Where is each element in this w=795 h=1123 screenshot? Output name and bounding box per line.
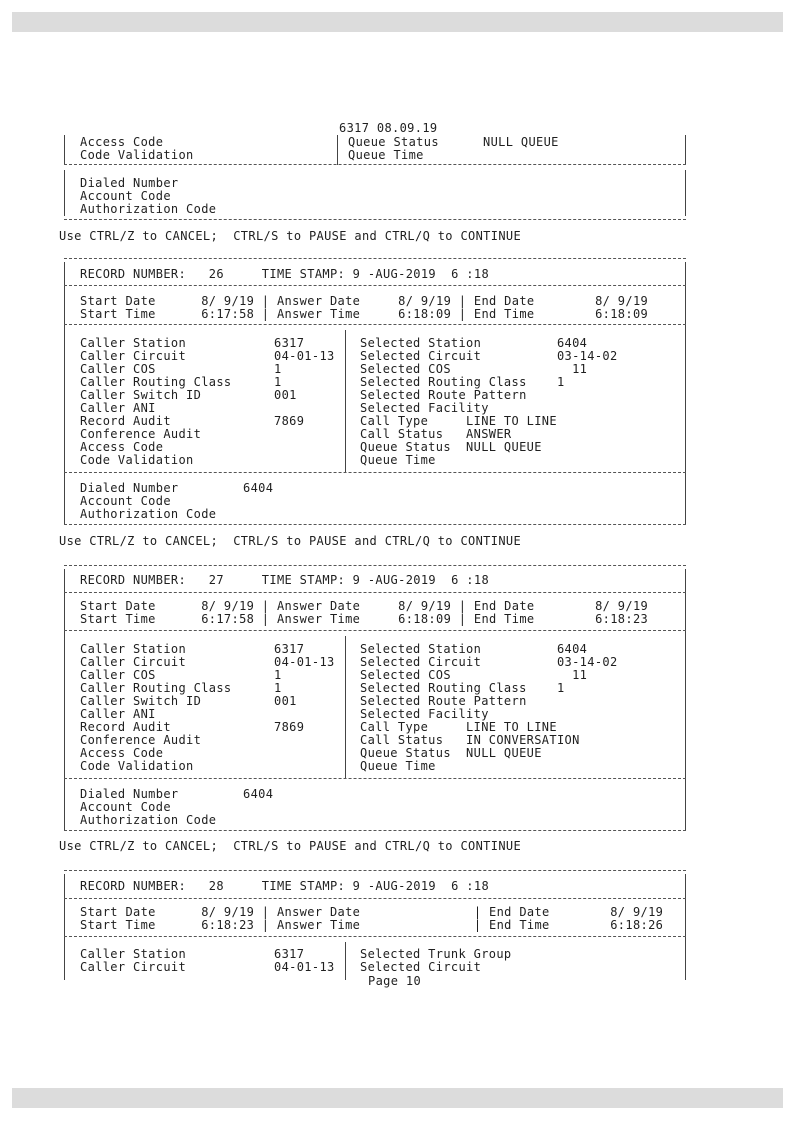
ctrl-instruction-line: Use CTRL/Z to CANCEL; CTRL/S to PAUSE and CTRL/Q to CONTINUE — [59, 839, 522, 853]
caller-cos-label: Caller COS — [80, 362, 156, 376]
ctrl-instruction-line: Use CTRL/Z to CANCEL; CTRL/S to PAUSE and CTRL/Q to CONTINUE — [59, 229, 522, 243]
caller-cos-label: Caller COS — [80, 668, 156, 682]
authorization-code-label: Authorization Code — [80, 507, 217, 521]
scan-edge-bottom — [12, 1088, 783, 1108]
partial-queue-status-label: Queue Status — [348, 135, 439, 149]
caller-switch-id-label: Caller Switch ID — [80, 388, 202, 402]
left-border — [64, 569, 65, 831]
dialed-number-value: 6404 — [243, 481, 274, 495]
account-code-label: Account Code — [80, 494, 171, 508]
right-border — [685, 135, 686, 165]
divider — [64, 936, 686, 937]
divider — [64, 219, 686, 220]
dialed-number-label: Dialed Number — [80, 481, 179, 495]
record-date-row: Start Date 8/ 9/19 | Answer Date 8/ 9/19 | End Date 8/ 9/19 — [80, 294, 649, 308]
left-border — [64, 262, 65, 524]
divider — [64, 285, 686, 286]
caller-circuit-label: Caller Circuit — [80, 655, 187, 669]
call-status: Call Status ANSWER — [360, 427, 512, 441]
divider — [64, 324, 686, 325]
caller-station-value: 6317 — [274, 947, 305, 961]
selected-cos: Selected COS 11 — [360, 668, 588, 682]
divider — [64, 630, 686, 631]
dialed-number-value: 6404 — [243, 787, 274, 801]
selected-cos: Selected COS 11 — [360, 362, 588, 376]
caller-circuit-value: 04-01-13 — [274, 960, 335, 974]
queue-status: Queue Status NULL QUEUE — [360, 440, 542, 454]
divider — [64, 524, 686, 525]
caller-ani-label: Caller ANI — [80, 707, 156, 721]
caller-circuit-value: 04-01-13 — [274, 655, 335, 669]
dialed-number-label: Dialed Number — [80, 787, 179, 801]
record-date-row: Start Date 8/ 9/19 | Answer Date | End Date 8/ 9/19 — [80, 905, 664, 919]
selected-circuit: Selected Circuit 03-14-02 — [360, 655, 618, 669]
partial-queue-time: Queue Time — [348, 148, 424, 162]
partial-dialed-number: Dialed Number — [80, 176, 179, 190]
mid-border — [345, 636, 346, 778]
record-header: RECORD NUMBER: 28 TIME STAMP: 9 -AUG-2019 6 :18 — [80, 879, 490, 893]
selected-route-pattern: Selected Route Pattern — [360, 694, 527, 708]
selected-facility: Selected Facility — [360, 707, 489, 721]
selected-station: Selected Station 6404 — [360, 336, 588, 350]
divider — [64, 778, 686, 779]
left-border — [64, 170, 65, 216]
call-type: Call Type LINE TO LINE — [360, 414, 557, 428]
caller-ani-label: Caller ANI — [80, 401, 156, 415]
caller-station-label: Caller Station — [80, 642, 187, 656]
divider — [64, 870, 686, 871]
caller-routing-class-value: 1 — [274, 681, 282, 695]
ctrl-instruction-line: Use CTRL/Z to CANCEL; CTRL/S to PAUSE and CTRL/Q to CONTINUE — [59, 534, 522, 548]
caller-station-value: 6317 — [274, 336, 305, 350]
access-code-label: Access Code — [80, 440, 164, 454]
record-time-row: Start Time 6:18:23 | Answer Time | End Time 6:18:26 — [80, 918, 664, 932]
selected-facility: Selected Facility — [360, 401, 489, 415]
divider — [64, 565, 686, 566]
selected-routing-class: Selected Routing Class 1 — [360, 375, 565, 389]
right-border — [685, 170, 686, 216]
record-date-row: Start Date 8/ 9/19 | Answer Date 8/ 9/19 | End Date 8/ 9/19 — [80, 599, 649, 613]
scan-edge-top — [12, 12, 783, 32]
partial-queue-status-value: NULL QUEUE — [483, 135, 559, 149]
partial-authorization-code: Authorization Code — [80, 202, 217, 216]
selected-circuit: Selected Circuit — [360, 960, 482, 974]
selected-station: Selected Station 6404 — [360, 642, 588, 656]
record-audit-label: Record Audit — [80, 720, 171, 734]
queue-time: Queue Time — [360, 453, 436, 467]
caller-cos-value: 1 — [274, 362, 282, 376]
account-code-label: Account Code — [80, 800, 171, 814]
selected-route-pattern: Selected Route Pattern — [360, 388, 527, 402]
conference-audit-label: Conference Audit — [80, 427, 202, 441]
caller-switch-id-label: Caller Switch ID — [80, 694, 202, 708]
record-header: RECORD NUMBER: 26 TIME STAMP: 9 -AUG-2019 6 :18 — [80, 267, 490, 281]
selected-circuit: Selected Circuit 03-14-02 — [360, 349, 618, 363]
caller-circuit-label: Caller Circuit — [80, 349, 187, 363]
caller-routing-class-label: Caller Routing Class — [80, 681, 232, 695]
caller-switch-id-value: 001 — [274, 388, 297, 402]
call-type: Call Type LINE TO LINE — [360, 720, 557, 734]
conference-audit-label: Conference Audit — [80, 733, 202, 747]
left-border — [64, 874, 65, 980]
caller-routing-class-value: 1 — [274, 375, 282, 389]
divider — [64, 164, 686, 165]
record-audit-label: Record Audit — [80, 414, 171, 428]
caller-cos-value: 1 — [274, 668, 282, 682]
caller-circuit-label: Caller Circuit — [80, 960, 187, 974]
access-code-label: Access Code — [80, 746, 164, 760]
caller-station-label: Caller Station — [80, 336, 187, 350]
caller-routing-class-label: Caller Routing Class — [80, 375, 232, 389]
divider — [64, 592, 686, 593]
authorization-code-label: Authorization Code — [80, 813, 217, 827]
caller-station-label: Caller Station — [80, 947, 187, 961]
partial-header-line: 6317 08.09.19 — [339, 121, 438, 135]
left-border — [64, 135, 65, 165]
mid-border — [337, 135, 338, 165]
selected-routing-class: Selected Routing Class 1 — [360, 681, 565, 695]
code-validation-label: Code Validation — [80, 759, 194, 773]
queue-status: Queue Status NULL QUEUE — [360, 746, 542, 760]
record-audit-value: 7869 — [274, 414, 305, 428]
selected-trunk-group: Selected Trunk Group — [360, 947, 512, 961]
caller-station-value: 6317 — [274, 642, 305, 656]
record-audit-value: 7869 — [274, 720, 305, 734]
call-status: Call Status IN CONVERSATION — [360, 733, 580, 747]
divider — [64, 898, 686, 899]
caller-switch-id-value: 001 — [274, 694, 297, 708]
caller-circuit-value: 04-01-13 — [274, 349, 335, 363]
divider — [64, 472, 686, 473]
code-validation-label: Code Validation — [80, 453, 194, 467]
record-header: RECORD NUMBER: 27 TIME STAMP: 9 -AUG-2019 6 :18 — [80, 573, 490, 587]
partial-code-validation: Code Validation — [80, 148, 194, 162]
queue-time: Queue Time — [360, 759, 436, 773]
right-border — [685, 262, 686, 524]
record-time-row: Start Time 6:17:58 | Answer Time 6:18:09 | End Time 6:18:09 — [80, 307, 649, 321]
divider — [64, 830, 686, 831]
page-number: Page 10 — [368, 974, 422, 988]
partial-access-code: Access Code — [80, 135, 164, 149]
divider — [64, 258, 686, 259]
mid-border — [345, 330, 346, 472]
right-border — [685, 874, 686, 980]
partial-account-code: Account Code — [80, 189, 171, 203]
mid-border — [345, 942, 346, 980]
right-border — [685, 569, 686, 831]
record-time-row: Start Time 6:17:58 | Answer Time 6:18:09 | End Time 6:18:23 — [80, 612, 649, 626]
